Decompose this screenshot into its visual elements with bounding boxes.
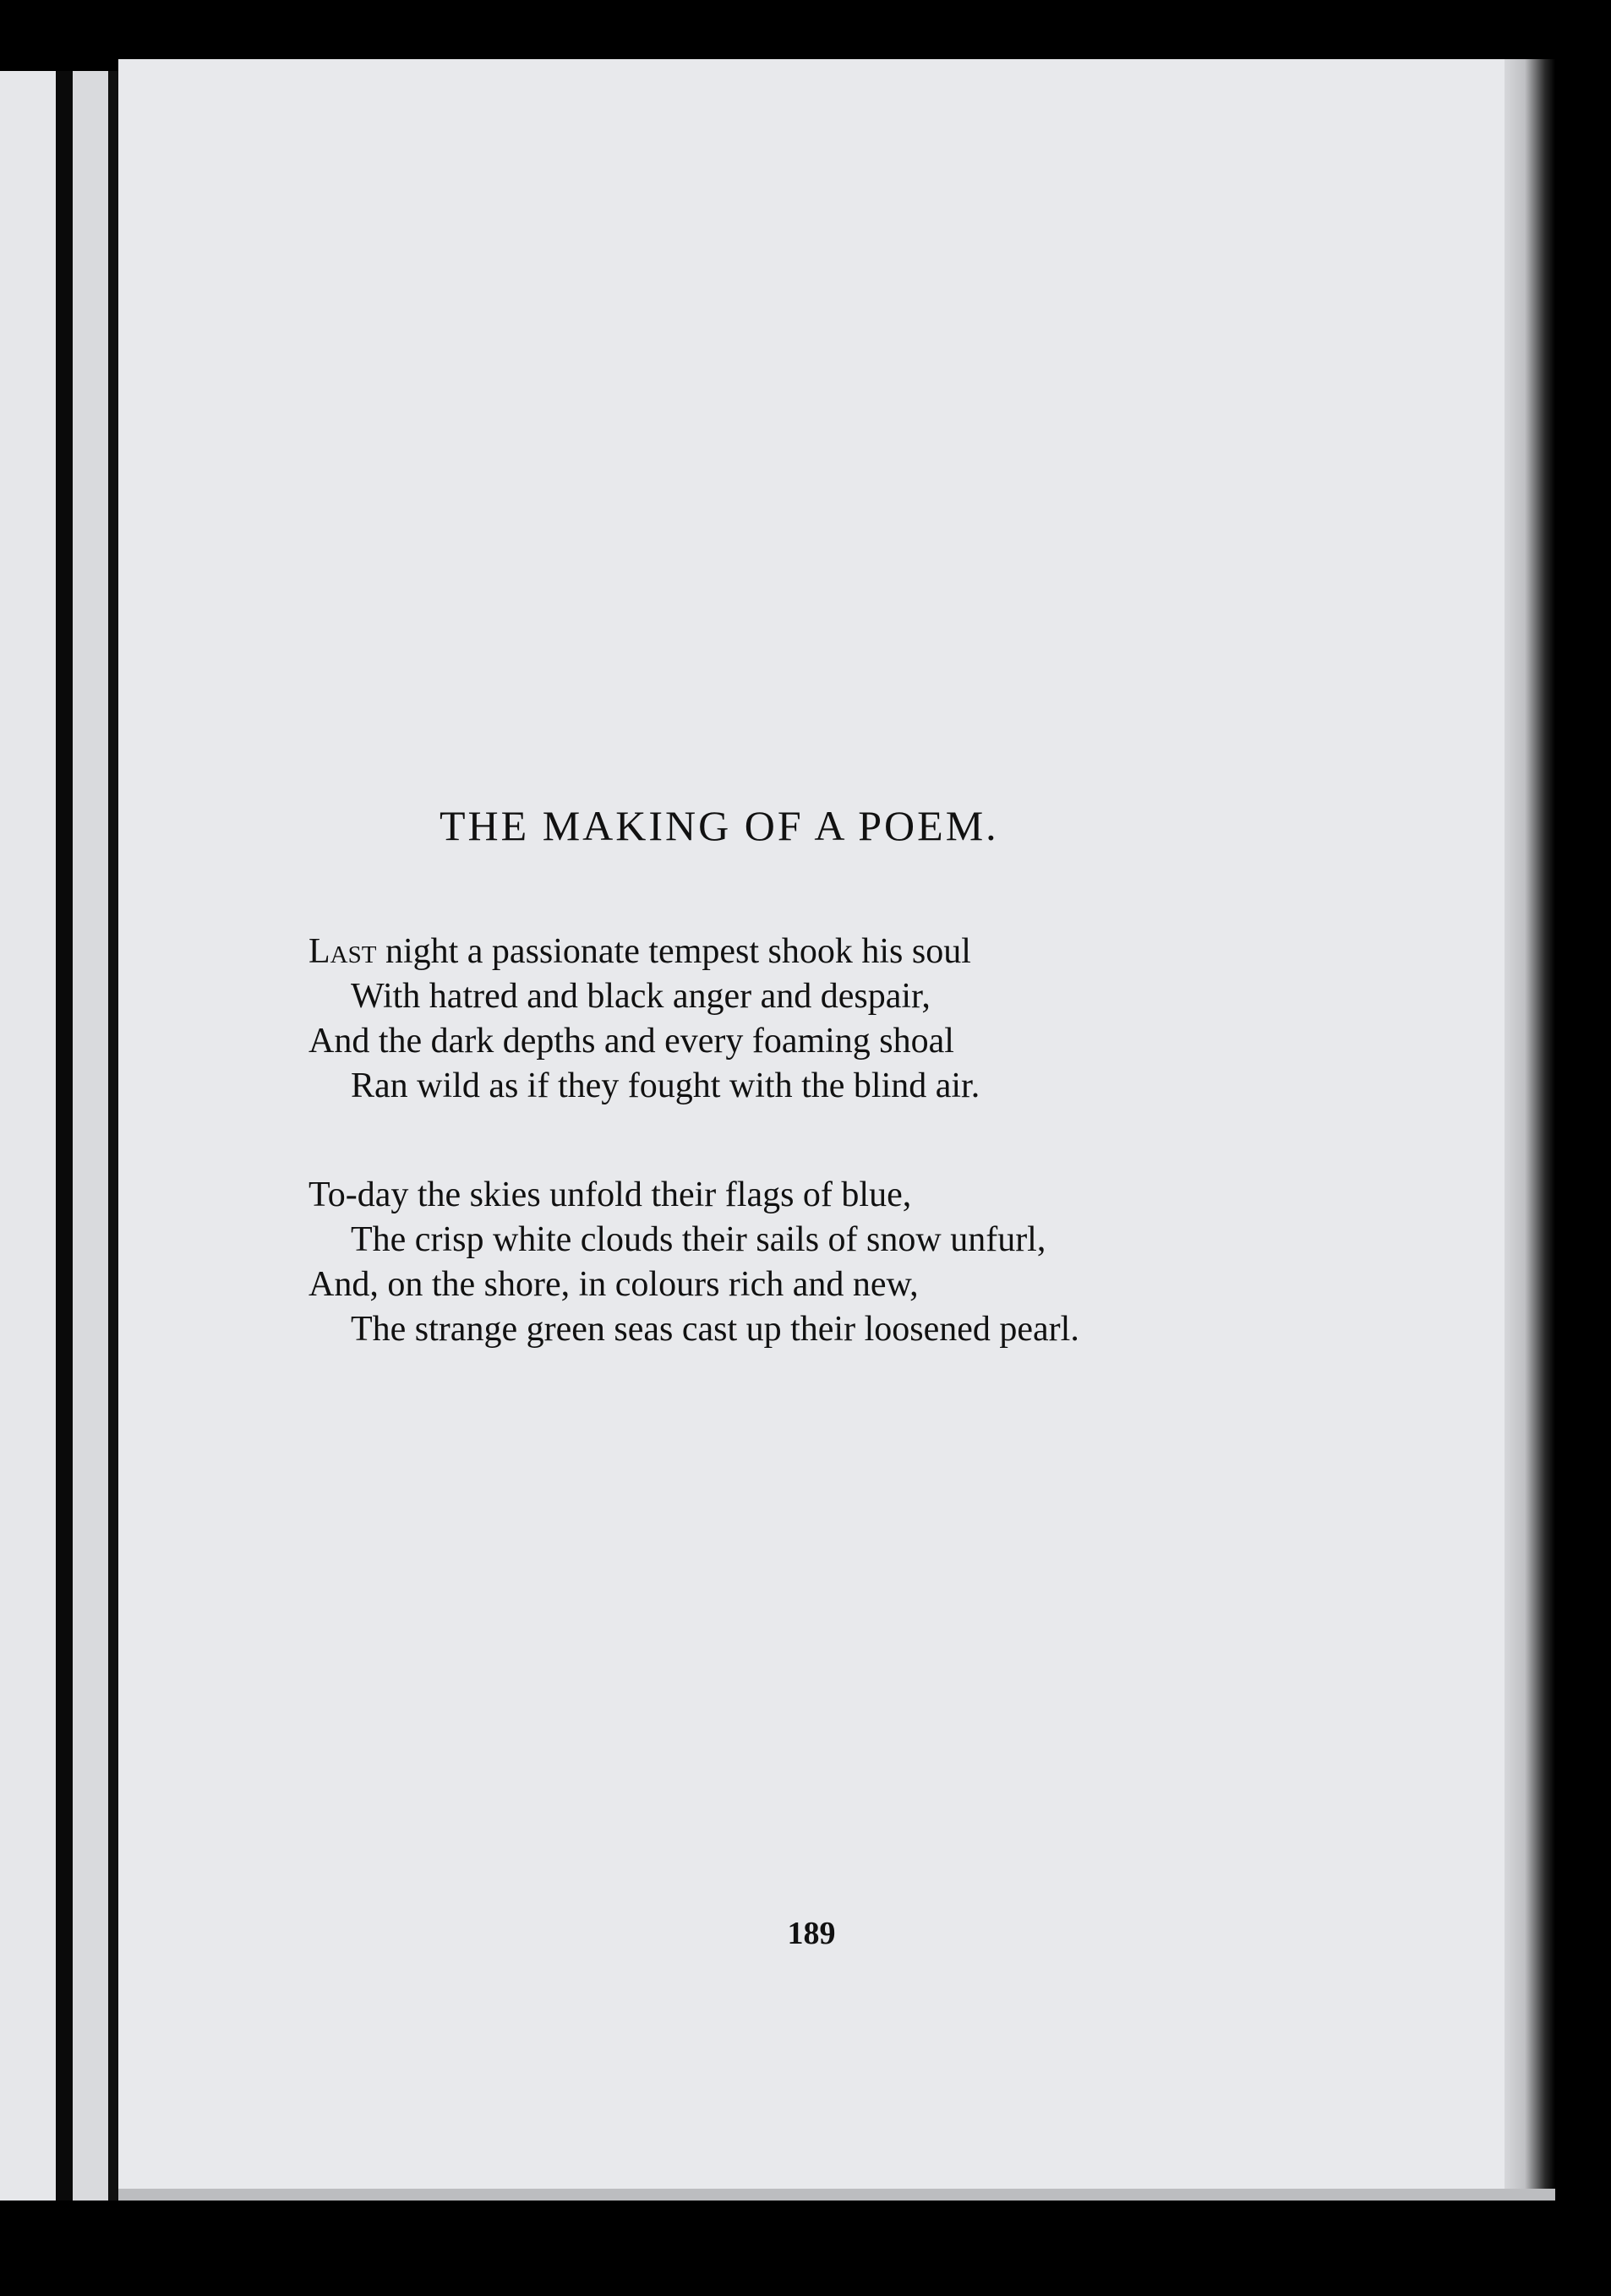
- poem-line: To-day the skies unfold their flags of blue,: [309, 1175, 912, 1214]
- line-text: night a passionate tempest shook his soul: [376, 932, 971, 971]
- page-right-edge: [1505, 59, 1555, 2197]
- stanza-1: [309, 930, 980, 1109]
- opening-word: Last: [309, 932, 377, 971]
- gutter-strip: [73, 71, 108, 2201]
- binding-shadow: [56, 71, 73, 2201]
- gutter-shadow: [108, 71, 118, 2201]
- stanza-2: [309, 1173, 1079, 1352]
- poem-line: The crisp white clouds their sails of snow unfurl,: [351, 1220, 1046, 1259]
- poem-title: THE MAKING OF A POEM.: [440, 802, 999, 849]
- poem-line: And, on the shore, in colours rich and new,: [309, 1265, 919, 1304]
- poem-line: The strange green seas cast up their loosened pearl.: [351, 1310, 1079, 1349]
- poem-line: And the dark depths and every foaming shoal: [309, 1022, 954, 1061]
- book-page: [118, 59, 1505, 2189]
- poem-line: [309, 930, 980, 974]
- previous-page-edge: [0, 71, 56, 2201]
- page-bottom-edge: [118, 2189, 1555, 2201]
- poem-line: With hatred and black anger and despair,: [351, 977, 931, 1016]
- poem-line: Ran wild as if they fought with the blind air.: [351, 1066, 980, 1105]
- page-number: 189: [787, 1916, 836, 1951]
